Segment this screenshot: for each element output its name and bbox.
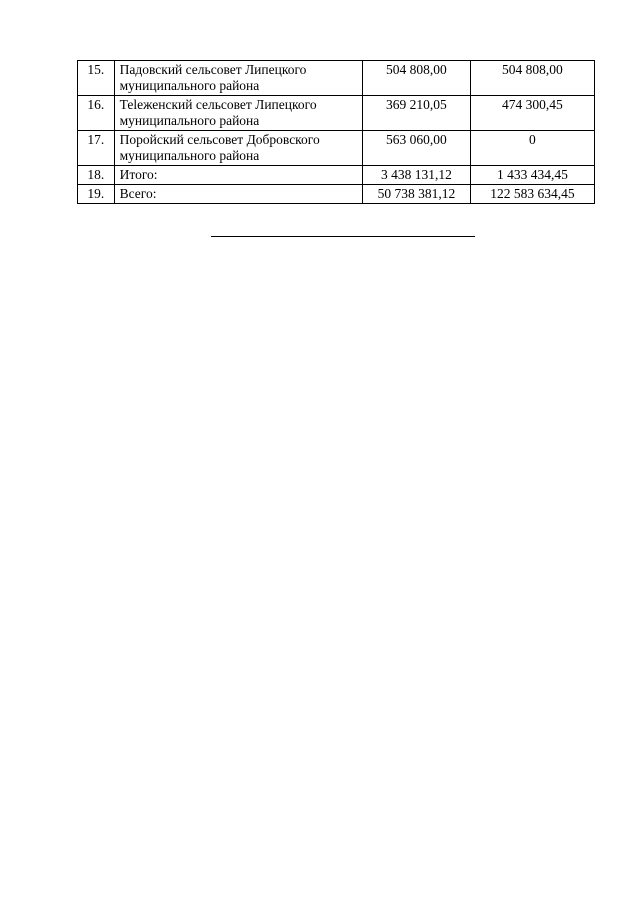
table-row	[78, 61, 595, 96]
row-number: 16.	[78, 96, 115, 131]
row-number: 17.	[78, 131, 115, 166]
row-value-2: 0	[470, 131, 594, 166]
row-value-1: 50 738 381,12	[362, 185, 470, 204]
row-number: 18.	[78, 166, 115, 185]
row-value-1: 504 808,00	[362, 61, 470, 96]
row-value-2: 504 808,00	[470, 61, 594, 96]
row-value-2: 474 300,45	[470, 96, 594, 131]
row-value-1: 563 060,00	[362, 131, 470, 166]
row-number: 15.	[78, 61, 115, 96]
row-value-1: 3 438 131,12	[362, 166, 470, 185]
table-row-total	[78, 185, 595, 204]
table-row	[78, 131, 595, 166]
row-value-1: 369 210,05	[362, 96, 470, 131]
row-value-2: 122 583 634,45	[470, 185, 594, 204]
table-row	[78, 96, 595, 131]
end-divider-line	[211, 236, 475, 237]
row-number: 19.	[78, 185, 115, 204]
row-value-2: 1 433 434,45	[470, 166, 594, 185]
row-name: Теleженский сельсовет Липецкого муниципального района	[114, 96, 362, 131]
data-table	[77, 60, 595, 204]
row-name: Падовский сельсовет Липецкого муниципального района	[114, 61, 362, 96]
row-name: Всего:	[114, 185, 362, 204]
row-name: Итого:	[114, 166, 362, 185]
table-row-subtotal	[78, 166, 595, 185]
row-name: Поройский сельсовет Добровского муниципального района	[114, 131, 362, 166]
